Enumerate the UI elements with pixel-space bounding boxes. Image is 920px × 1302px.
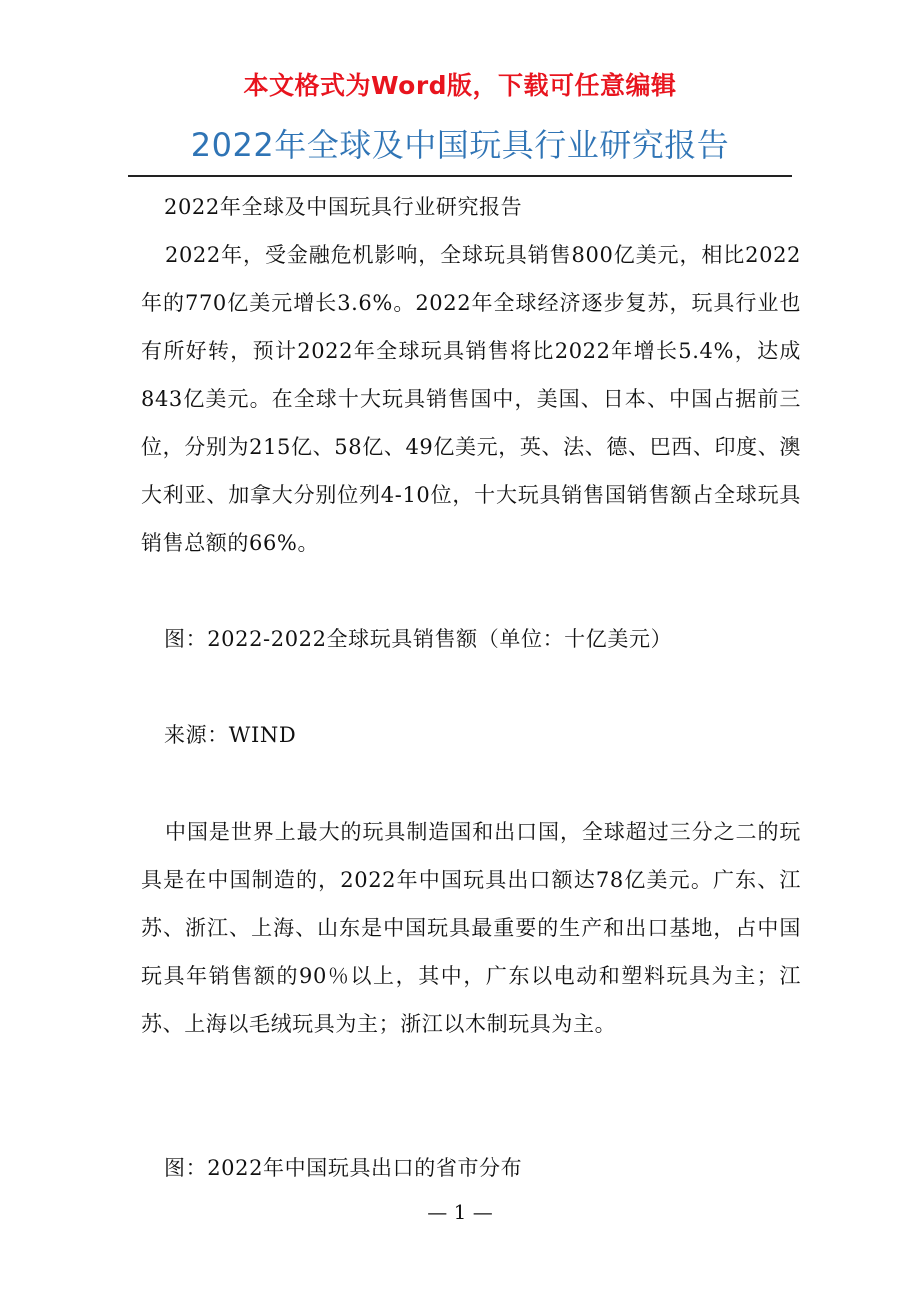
document-title: 2022年全球及中国玩具行业研究报告 xyxy=(190,126,730,164)
source-note: 来源：WIND xyxy=(164,723,297,747)
paragraph-global-sales: 2022年，受金融危机影响，全球玩具销售800亿美元，相比2022年的770亿美元增长3.6%。2022年全球经济逐步复苏，玩具行业也有所好转，预计2022年全球玩具销售将比2022年增长5.4%，达成843亿美元。在全球十大玩具销售国中，美国、日本、中国占据前三位，分别为215亿、58亿、49亿美元，英、法、德、巴西、印度、澳大利亚、加拿大分别位列4-10位，十大玩具销售国销售额占全球玩具销售总额的66%。 xyxy=(141,243,801,555)
figure-caption-province-distribution: 图：2022年中国玩具出口的省市分布 xyxy=(164,1156,523,1180)
page-number: — 1 — xyxy=(427,1200,493,1224)
figure-caption-global-sales: 图：2022-2022全球玩具销售额（单位：十亿美元） xyxy=(164,627,673,651)
paragraph-china-exports: 中国是世界上最大的玩具制造国和出口国，全球超过三分之二的玩具是在中国制造的，2022年中国玩具出口额达78亿美元。广东、江苏、浙江、上海、山东是中国玩具最重要的生产和出口基地，占中国玩具年销售额的90％以上，其中，广东以电动和塑料玩具为主；江苏、上海以毛绒玩具为主；浙江以木制玩具为主。 xyxy=(141,820,801,1036)
report-subtitle: 2022年全球及中国玩具行业研究报告 xyxy=(164,195,523,219)
title-divider xyxy=(128,175,792,177)
format-notice-banner: 本文格式为Word版，下载可任意编辑 xyxy=(243,71,677,100)
